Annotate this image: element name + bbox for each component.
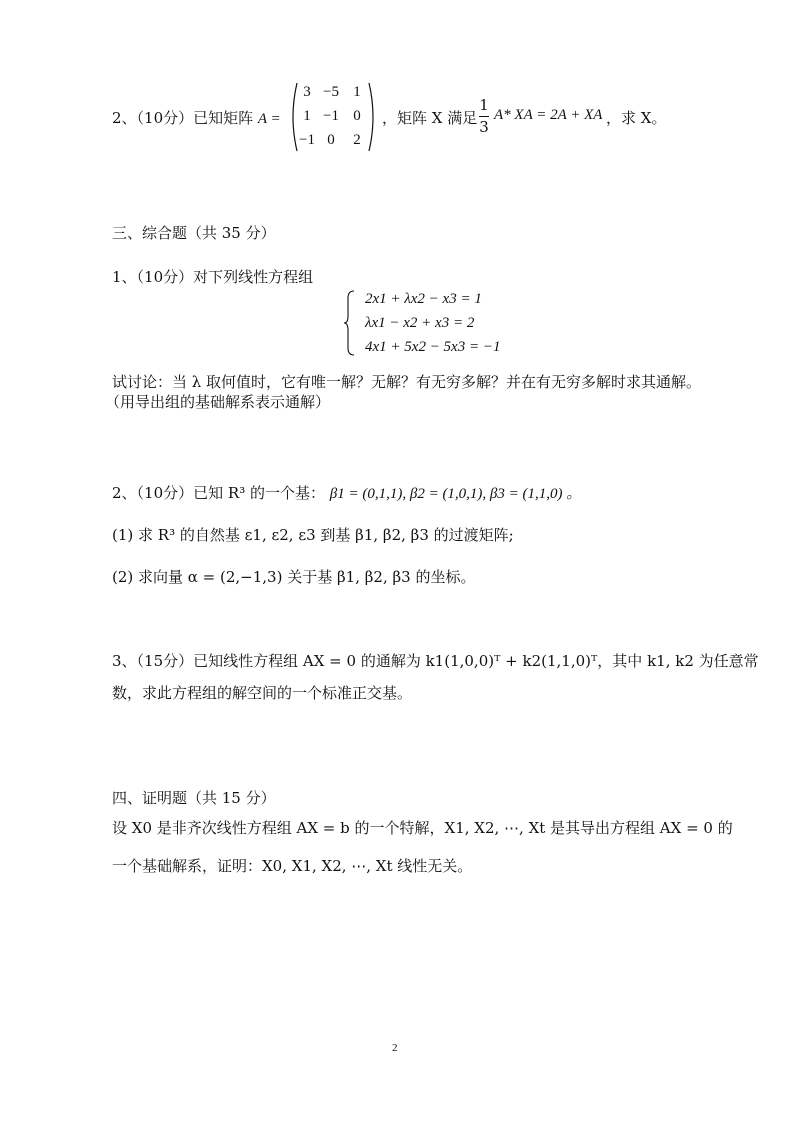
- equation-line-2: λx1 − x2 + x3 = 2: [365, 315, 475, 331]
- matrix-cell: 2: [353, 132, 361, 148]
- q2-prefix: 2、（10分）已知矩阵: [112, 109, 258, 127]
- section3-title: 三、综合题（共 35 分）: [112, 224, 276, 242]
- section4-title: 四、证明题（共 15 分）: [112, 789, 276, 807]
- q2-a-eq: A =: [257, 111, 281, 127]
- matrix-a: [288, 82, 378, 152]
- matrix-cell: 1: [353, 84, 361, 100]
- q2-equation: A* XA = 2A + XA: [494, 107, 603, 123]
- proof-line2: 一个基础解系，证明：X0, X1, X2, ⋯, Xt 线性无关。: [112, 857, 473, 875]
- q2-matrix-question: [112, 107, 281, 128]
- matrix-cell: −5: [323, 84, 339, 100]
- matrix-cell: −1: [299, 132, 315, 148]
- q3-line2: 数，求此方程组的解空间的一个标准正交基。: [112, 684, 413, 702]
- matrix-cell: 0: [353, 108, 361, 124]
- matrix-cell: −1: [323, 108, 339, 124]
- frac-numerator: 1: [479, 96, 489, 114]
- matrix-cell: 0: [327, 132, 335, 148]
- q2-part2: (2) 求向量 α = (2,−1,3) 关于基 β1, β2, β3 的坐标。: [112, 568, 476, 586]
- q2-basis: β1 = (0,1,1), β2 = (1,0,1), β3 = (1,1,0) 。: [329, 486, 582, 502]
- equation-line-1: 2x1 + λx2 − x3 = 1: [365, 291, 482, 307]
- q2-mid: ，矩阵 X 满足: [382, 109, 478, 127]
- equation-line-3: 4x1 + 5x2 − 5x3 = −1: [365, 339, 501, 355]
- frac-bar: [479, 116, 489, 117]
- q1-intro: 1、（10分）对下列线性方程组: [112, 268, 314, 286]
- proof-line1: 设 X0 是非齐次线性方程组 AX = b 的一个特解，X1, X2, ⋯, Xt 是其导出方程组 AX = 0 的: [112, 819, 733, 837]
- q1-discussion: 试讨论：当 λ 取何值时，它有唯一解？无解？有无穷多解？并在有无穷多解时求其通解。: [112, 373, 702, 391]
- frac-denominator: 3: [479, 118, 489, 136]
- q2-suffix: ，求 X。: [606, 109, 667, 127]
- page-number: 2: [392, 1042, 398, 1054]
- matrix-cell: 3: [303, 84, 311, 100]
- q2-intro: [112, 482, 581, 503]
- q3-line1: 3、（15分）已知线性方程组 AX = 0 的通解为 k1(1,0,0)ᵀ + k2(1,1,0)ᵀ，其中 k1, k2 为任意常: [112, 652, 759, 670]
- matrix-cell: 1: [303, 108, 311, 124]
- left-brace-icon: [343, 290, 355, 356]
- q2-part1: (1) 求 R³ 的自然基 ε1, ε2, ε3 到基 β1, β2, β3 的过渡矩阵;: [112, 526, 514, 544]
- q1-discussion-note: （用导出组的基础解系表示通解）: [105, 393, 331, 411]
- q2-intro-text: 2、（10分）已知 R³ 的一个基：: [112, 484, 325, 502]
